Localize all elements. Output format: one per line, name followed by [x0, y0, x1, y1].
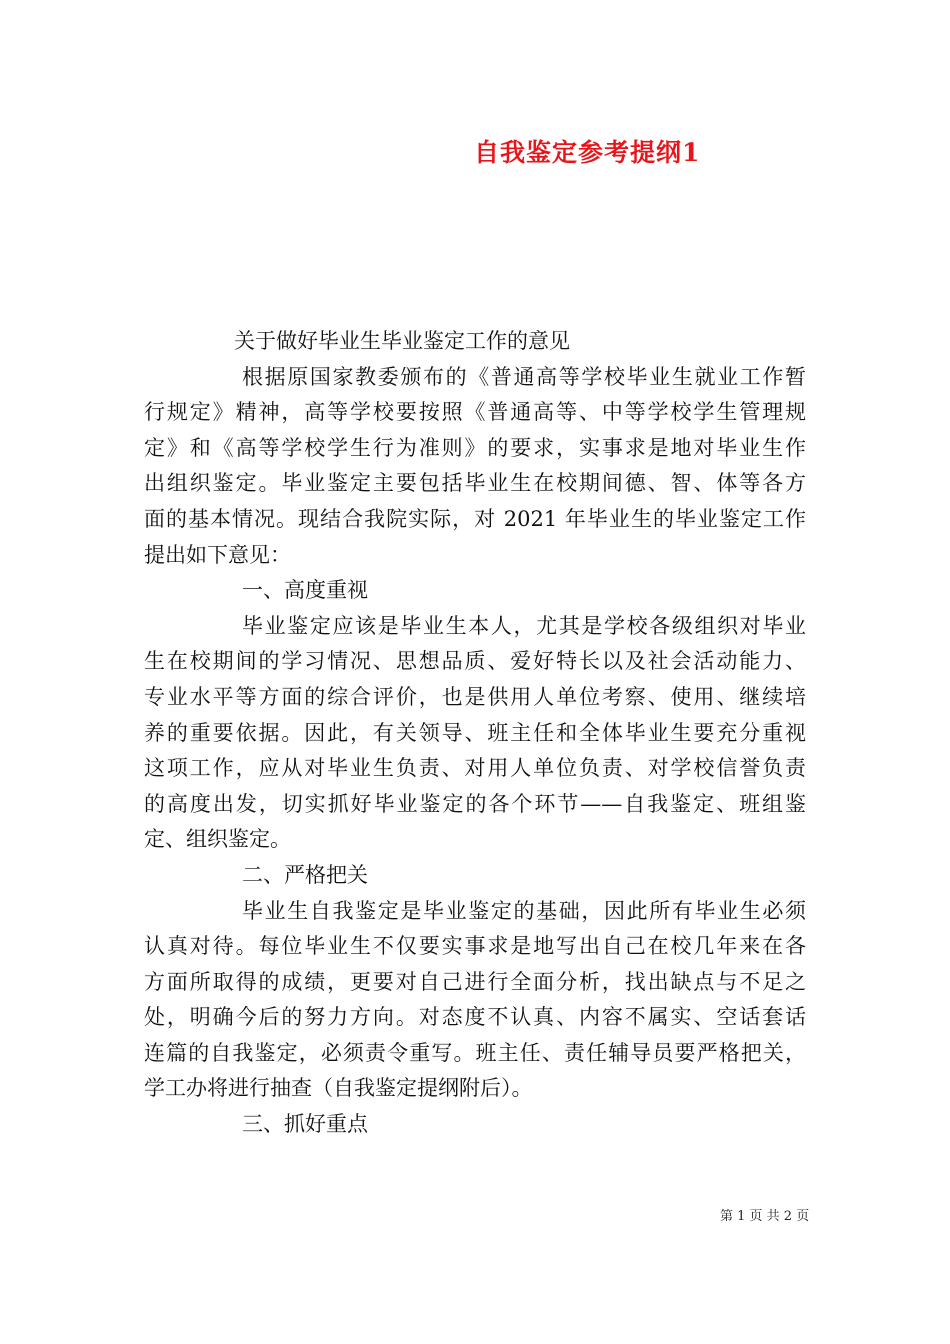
intro-line: 行规定》精神，高等学校要按照《普通高等、中等学校学生管理规	[144, 400, 806, 425]
section2-line: 学工办将进行抽查（自我鉴定提纲附后）。	[144, 1076, 533, 1101]
section1-line: 这项工作，应从对毕业生负责、对用人单位负责、对学校信誉负责	[144, 756, 806, 781]
intro-line: 定》和《高等学校学生行为准则》的要求，实事求是地对毕业生作	[144, 435, 806, 460]
page-title: 自我鉴定参考提纲1	[474, 138, 701, 167]
section1-line: 的高度出发，切实抓好毕业鉴定的各个环节——自我鉴定、班组鉴	[144, 791, 806, 816]
intro-line: 提出如下意见：	[144, 542, 291, 567]
section-heading-2: 二、严格把关	[242, 862, 368, 887]
section2-line: 毕业生自我鉴定是毕业鉴定的基础，因此所有毕业生必须	[242, 898, 806, 923]
section-heading-1: 一、高度重视	[242, 578, 368, 603]
section2-line: 处，明确今后的努力方向。对态度不认真、内容不属实、空话套话	[144, 1005, 806, 1030]
page-footer: 第 1 页 共 2 页	[720, 1209, 810, 1224]
section2-line: 方面所取得的成绩，更要对自己进行全面分析，找出缺点与不足之	[144, 969, 806, 994]
section1-line: 毕业鉴定应该是毕业生本人，尤其是学校各级组织对毕业	[242, 613, 806, 638]
section1-line: 生在校期间的学习情况、思想品质、爱好特长以及社会活动能力、	[144, 649, 806, 674]
document-subtitle: 关于做好毕业生毕业鉴定工作的意见	[234, 329, 570, 353]
section1-line: 养的重要依据。因此，有关领导、班主任和全体毕业生要充分重视	[144, 720, 806, 745]
section2-line: 连篇的自我鉴定，必须责令重写。班主任、责任辅导员要严格把关，	[144, 1040, 806, 1065]
section1-line: 专业水平等方面的综合评价，也是供用人单位考察、使用、继续培	[144, 684, 806, 709]
intro-line: 根据原国家教委颁布的《普通高等学校毕业生就业工作暂	[242, 364, 806, 389]
document-body	[144, 324, 806, 1143]
section-heading-3: 三、抓好重点	[242, 1112, 368, 1137]
intro-line: 面的基本情况。现结合我院实际，对 2021 年毕业生的毕业鉴定工作	[144, 506, 806, 531]
intro-line: 出组织鉴定。毕业鉴定主要包括毕业生在校期间德、智、体等各方	[144, 471, 806, 496]
section2-line: 认真对待。每位毕业生不仅要实事求是地写出自己在校几年来在各	[144, 934, 806, 959]
section1-line: 定、组织鉴定。	[144, 827, 291, 852]
